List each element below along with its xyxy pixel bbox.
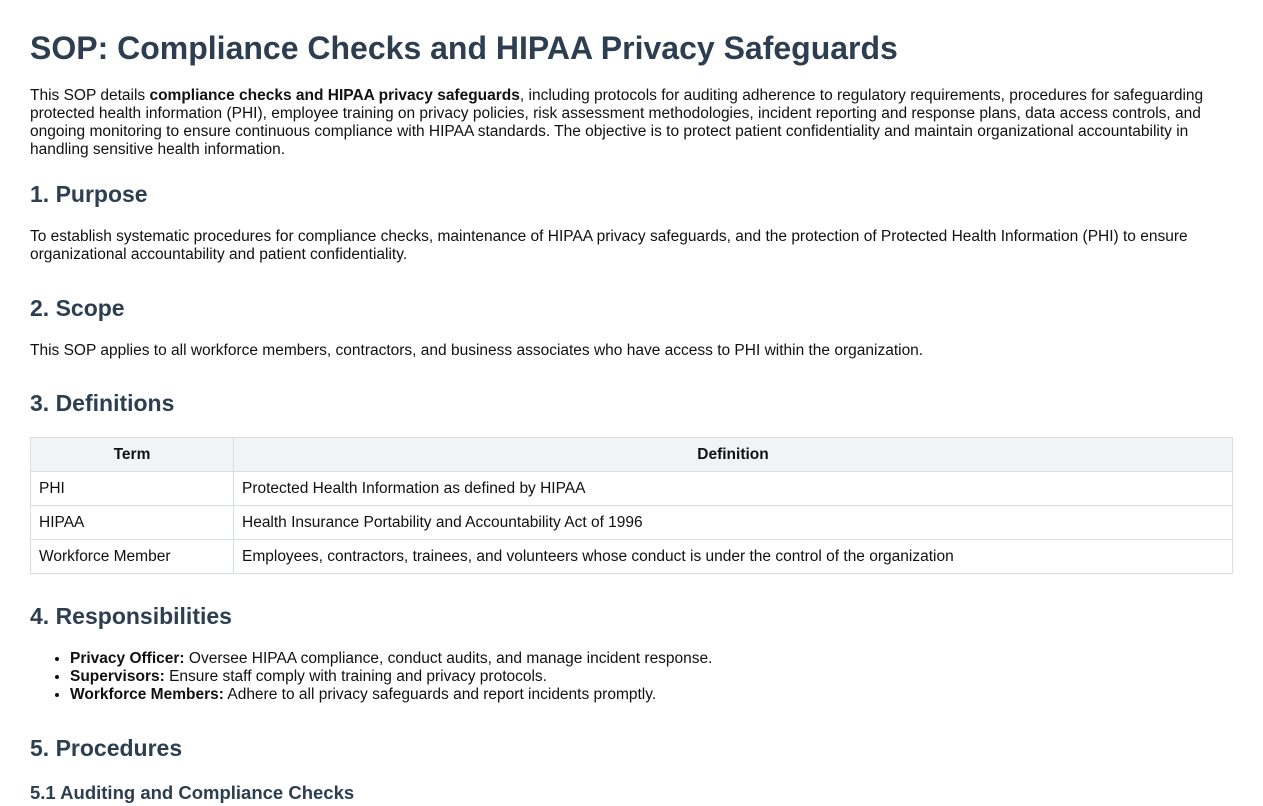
procedures-heading: 5. Procedures [30, 735, 183, 761]
definitions-table [30, 437, 1233, 574]
scope-heading: 2. Scope [30, 295, 125, 321]
term-cell: Workforce Member [31, 540, 234, 574]
scope-text: This SOP applies to all workforce members, contractors, and business associates who have access to PHI within the organization. [30, 342, 924, 359]
table-row [31, 472, 1233, 506]
definition-cell: Health Insurance Portability and Accountability Act of 1996 [234, 506, 1233, 540]
term-cell: PHI [31, 472, 234, 506]
page-title: SOP: Compliance Checks and HIPAA Privacy Safeguards [30, 30, 898, 66]
role-label: Workforce Members: [70, 686, 224, 703]
table-row [31, 506, 1233, 540]
list-item [70, 650, 1233, 668]
intro-lead: This SOP details [30, 87, 150, 104]
definitions-heading: 3. Definitions [30, 390, 175, 416]
column-header-term: Term [31, 438, 234, 472]
role-label: Supervisors: [70, 668, 165, 685]
table-row [31, 540, 1233, 574]
list-item [70, 668, 1233, 686]
purpose-heading: 1. Purpose [30, 181, 148, 207]
intro-rest: , including protocols for auditing adherence to regulatory requirements, procedures for safeguarding protected health information (PHI), employee training on privacy policies, risk assessment methodologies, incident reporting and response plans, data access controls, and ongoing monitoring to ensure continuous compliance with HIPAA standards. The objective is to protect patient confidentiality and maintain organizational accountability in handling sensitive health information. [30, 87, 1204, 158]
responsibilities-list [30, 630, 1233, 704]
role-duty: Ensure staff comply with training and privacy protocols. [164, 668, 547, 685]
role-duty: Adhere to all privacy safeguards and report incidents promptly. [223, 686, 657, 703]
list-item [70, 686, 1233, 704]
intro-bold: compliance checks and HIPAA privacy safeguards [149, 87, 520, 104]
definition-cell: Protected Health Information as defined by HIPAA [234, 472, 1233, 506]
purpose-text: To establish systematic procedures for compliance checks, maintenance of HIPAA privacy safeguards, and the protection of Protected Health Information (PHI) to ensure organizational accountability and patient confidentiality. [30, 228, 1188, 263]
table-header-row [31, 438, 1233, 472]
auditing-subheading: 5.1 Auditing and Compliance Checks [30, 782, 355, 803]
responsibilities-heading: 4. Responsibilities [30, 603, 232, 629]
definition-cell: Employees, contractors, trainees, and volunteers whose conduct is under the control of the organization [234, 540, 1233, 574]
role-label: Privacy Officer: [70, 650, 185, 667]
column-header-definition: Definition [234, 438, 1233, 472]
term-cell: HIPAA [31, 506, 234, 540]
role-duty: Oversee HIPAA compliance, conduct audits, and manage incident response. [184, 650, 713, 667]
intro-paragraph [30, 67, 1233, 159]
